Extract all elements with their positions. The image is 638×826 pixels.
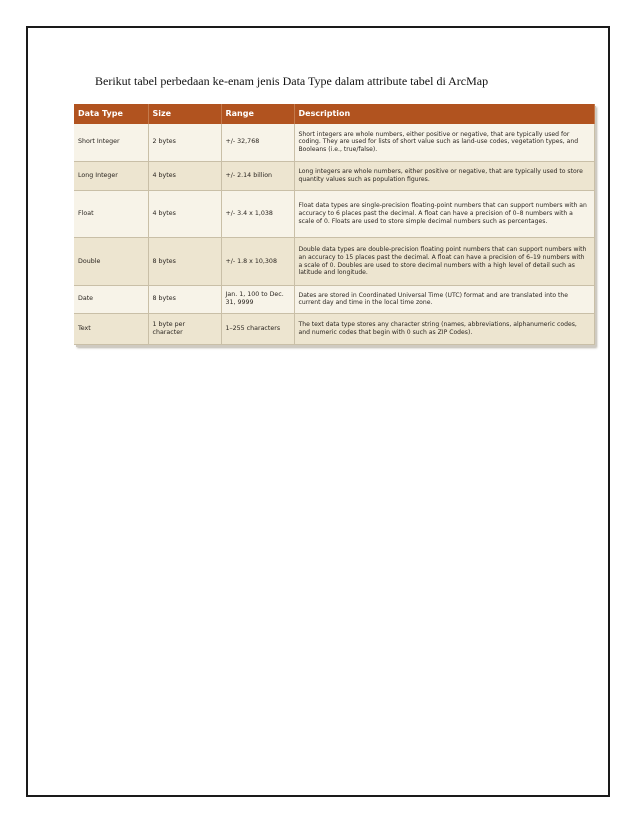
cell-type: Double: [74, 238, 148, 286]
cell-type: Long Integer: [74, 161, 148, 190]
table-row: [74, 285, 594, 313]
cell-range: +/- 32,768: [221, 124, 294, 161]
cell-description: Float data types are single-precision floating-point numbers that can support numbers with an accuracy to 6 places past the decimal. A float can have a precision of 0–8 numbers with a scale of 0. Floats are used to store simple decimal numbers such as percentages.: [294, 190, 594, 238]
cell-type: Short Integer: [74, 124, 148, 161]
cell-size: 8 bytes: [148, 238, 221, 286]
cell-type: Text: [74, 313, 148, 344]
table-header-row: [74, 104, 594, 124]
table-row: [74, 124, 594, 161]
cell-size: 1 byte per character: [148, 313, 221, 344]
cell-range: Jan. 1, 100 to Dec. 31, 9999: [221, 285, 294, 313]
header-size: Size: [148, 104, 221, 124]
header-range: Range: [221, 104, 294, 124]
table-row: [74, 190, 594, 238]
cell-size: 8 bytes: [148, 285, 221, 313]
cell-range: +/- 1.8 x 10,308: [221, 238, 294, 286]
cell-description: Short integers are whole numbers, either positive or negative, that are typically used for coding. They are used for lists of short value such as land-use codes, vegetation types, and Booleans (i.e., true/false).: [294, 124, 594, 161]
cell-type: Float: [74, 190, 148, 238]
cell-type: Date: [74, 285, 148, 313]
cell-range: +/- 3.4 x 1,038: [221, 190, 294, 238]
table-row: [74, 313, 594, 344]
data-type-table: [74, 104, 595, 345]
cell-size: 2 bytes: [148, 124, 221, 161]
document-caption: Berikut tabel perbedaan ke-enam jenis Data Type dalam attribute tabel di ArcMap: [95, 74, 489, 88]
cell-description: Double data types are double-precision floating point numbers that can support numbers with an accuracy to 15 places past the decimal. A float can have a precision of 6–19 numbers with a scale of 0. Doubles are used to store decimal numbers with a high level of detail such as latitude and longitude.: [294, 238, 594, 286]
cell-description: Long integers are whole numbers, either positive or negative, that are typically used to store quantity values such as population figures.: [294, 161, 594, 190]
cell-range: +/- 2.14 billion: [221, 161, 294, 190]
header-data-type: Data Type: [74, 104, 148, 124]
cell-range: 1–255 characters: [221, 313, 294, 344]
cell-description: The text data type stores any character string (names, abbreviations, alphanumeric codes, and numeric codes that begin with 0 such as ZIP Codes).: [294, 313, 594, 344]
table-row: [74, 161, 594, 190]
data-type-table-image: [74, 104, 594, 345]
cell-size: 4 bytes: [148, 161, 221, 190]
table-row: [74, 238, 594, 286]
cell-size: 4 bytes: [148, 190, 221, 238]
header-description: Description: [294, 104, 594, 124]
cell-description: Dates are stored in Coordinated Universal Time (UTC) format and are translated into the current day and time in the local time zone.: [294, 285, 594, 313]
